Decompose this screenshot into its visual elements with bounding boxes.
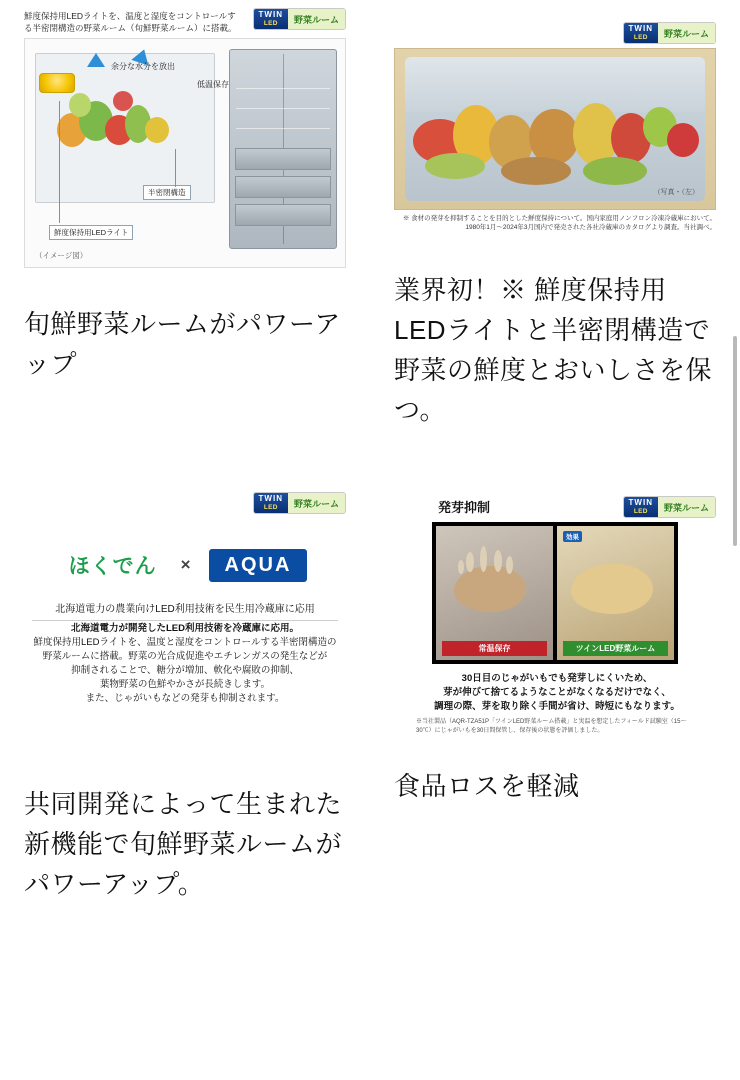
body-line-6: また、じゃがいもなどの発芽も抑制されます。 — [85, 693, 285, 704]
effect-tag: 効果 — [563, 531, 582, 542]
label-semi-sealed: 半密閉構造 — [143, 185, 191, 200]
label-moisture: 余分な水分を放出 — [111, 62, 175, 71]
card-veg-room-power-up — [0, 0, 370, 430]
label-low-temp: 低温保存 — [197, 80, 229, 89]
body-line-4: 抑制されることで、糖分が増加、軟化や腐敗の抑制、 — [71, 665, 299, 676]
photo-twin-led-room — [557, 526, 674, 660]
twin-led-room-label: 野菜ルーム — [288, 493, 345, 513]
twin-led-badge — [623, 22, 716, 44]
description-text — [412, 672, 702, 714]
lead-text: 北海道電力の農業向けLED利用技術を民生用冷蔵庫に応用 — [32, 600, 338, 621]
card-heading: 食品ロスを軽減 — [394, 771, 580, 801]
label-led-light: 鮮度保持用LEDライト — [49, 225, 133, 240]
card-heading: 業界初！※ 鮮度保持用LEDライトと半密閉構造で野菜の鮮度とおいしさを保つ。 — [394, 275, 713, 425]
body-line-2: 鮮度保持用LEDライトを、温度と湿度をコントロールする半密閉構造の — [33, 637, 337, 648]
body-line-5: 葉物野菜の色鮮やかさが長続きします。 — [99, 679, 271, 690]
twin-led-badge — [253, 8, 346, 30]
description-line-3: 調理の際、芽を取り除く手間が省け、時短にもなります。 — [434, 701, 680, 712]
description-line-1: 30日目のじゃがいもでも発芽しにくいため、 — [461, 673, 653, 684]
body-line-1: 北海道電力が開発したLED利用技術を冷蔵庫に応用。 — [70, 623, 299, 634]
fridge-illustration — [229, 49, 337, 249]
body-text — [32, 622, 338, 706]
figure-footnote: ※ 食材の発芽を抑制することを目的とした鮮度保持について。国内家庭用ノンフロン冷凍冷蔵庫において。1980年1月～2024年3月国内で発売された各社冷蔵庫のカタログより調査。当社調べ。 — [402, 215, 716, 231]
page-scrollbar[interactable] — [733, 336, 737, 546]
diagram-frame — [24, 38, 346, 268]
caption-room-temperature: 常温保存 — [442, 641, 547, 656]
sprouted-potato — [454, 566, 526, 612]
card-heading: 共同開発によって生まれた新機能で旬鮮野菜ルームがパワーアップ。 — [24, 789, 343, 899]
hokuden-logo: ほくでん — [68, 555, 157, 578]
figure-sprout-suppression — [394, 496, 716, 746]
comparison-panel — [432, 522, 678, 664]
figure-vegetables-photo — [394, 22, 716, 244]
card-food-loss — [370, 484, 740, 904]
twin-led-logo: TWIN LED — [254, 9, 288, 29]
twin-led-room-label: 野菜ルーム — [288, 9, 345, 29]
photo-image — [405, 57, 705, 201]
cross-icon: × — [180, 555, 191, 574]
body-line-3: 野菜ルームに搭載。野菜の光合成促進やエチレンガスの発生などが — [42, 651, 328, 662]
leader-line-2 — [175, 149, 176, 187]
led-lamp-icon — [39, 73, 75, 93]
aqua-logo: AQUA — [209, 549, 308, 582]
figure-note: ※当社製品（AQR-TZA51P「ツインLED野菜ルーム搭載」と実温を想定したフィールド試験室（15～30℃）にじゃがいもを30日間保管し、保存後の状態を評価しました。 — [416, 719, 687, 734]
twin-led-logo: TWIN LED — [254, 493, 288, 513]
card-joint-development — [0, 484, 370, 904]
twin-led-badge — [253, 492, 346, 514]
description-line-2: 芽が伸びて捨てるようなことがなくなるだけでなく、 — [443, 687, 671, 698]
partner-logos — [24, 548, 346, 582]
figure-caption-top: 鮮度保持用LEDライトを、温度と湿度をコントロールする半密閉構造の野菜ルーム（旬鮮野菜ルーム）に搭載。 — [24, 11, 237, 33]
photo-room-temperature — [436, 526, 553, 660]
leader-line-1 — [59, 101, 60, 223]
fresh-potato — [571, 564, 653, 614]
arrow-moisture-1 — [87, 53, 105, 67]
figure-note: （イメージ図） — [35, 251, 88, 260]
photo-frame — [394, 48, 716, 210]
figure-veg-room-diagram — [24, 8, 346, 278]
card-industry-first — [370, 0, 740, 430]
vegetables-illustration — [53, 91, 173, 153]
twin-led-badge — [623, 496, 716, 518]
caption-twin-led-room: ツインLED野菜ルーム — [563, 641, 668, 656]
twin-led-room-label: 野菜ルーム — [658, 497, 715, 517]
figure-joint-development — [24, 492, 346, 764]
twin-led-logo: TWIN LED — [624, 497, 658, 517]
card-heading: 旬鮮野菜ルームがパワーアップ — [24, 309, 341, 379]
twin-led-room-label: 野菜ルーム — [658, 23, 715, 43]
figure-title: 発芽抑制 — [438, 500, 491, 515]
photo-caption: （写真・（左） — [653, 189, 699, 196]
twin-led-logo: TWIN LED — [624, 23, 658, 43]
